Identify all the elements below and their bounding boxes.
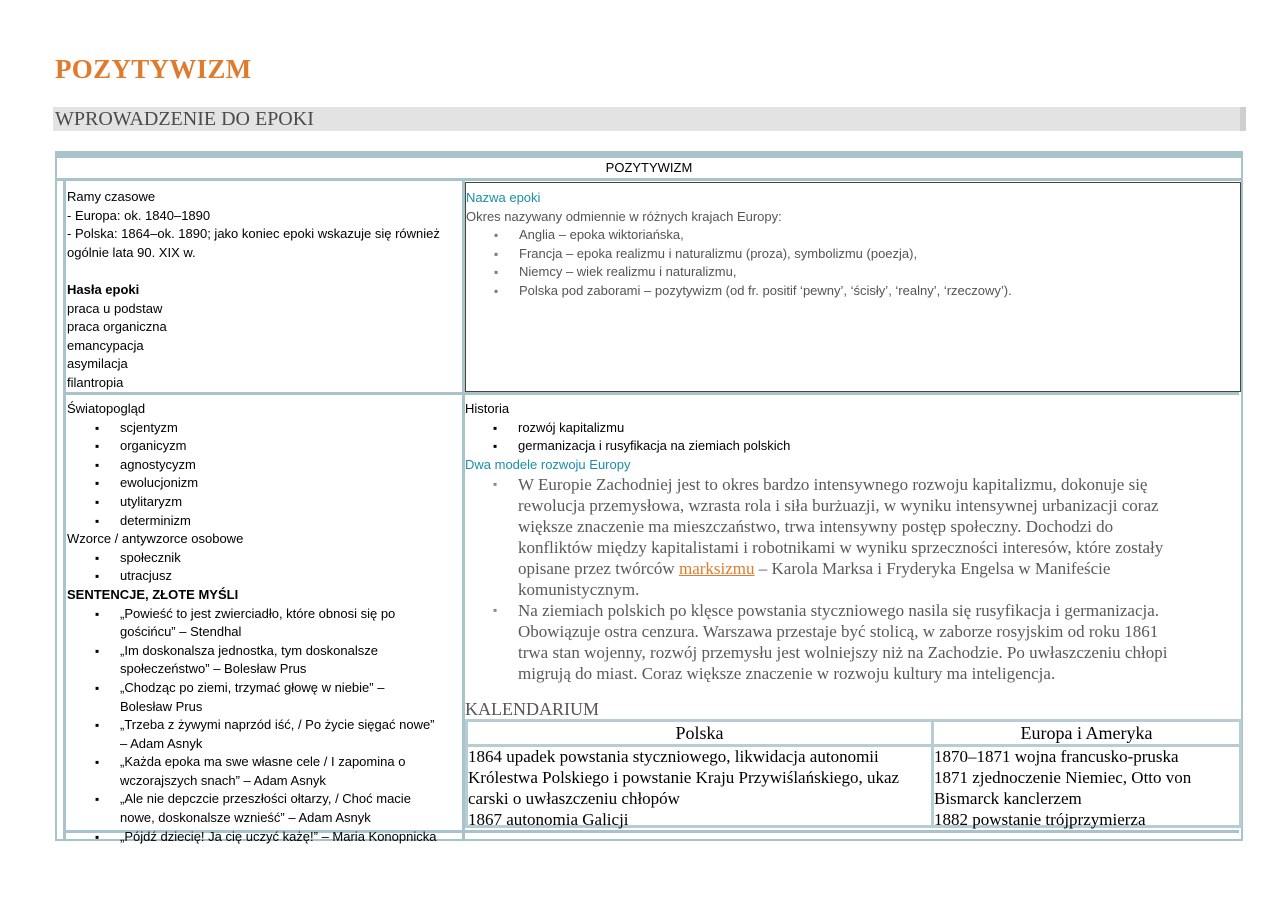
calendar-header-poland: Polska xyxy=(675,723,724,743)
slogan-item: praca organiczna xyxy=(67,319,167,335)
paragraph-line: – Karola Marksa i Fryderyka Engelsa w Manifeście xyxy=(754,559,1111,579)
quote-line: – Adam Asnyk xyxy=(120,735,203,751)
worldview-cell xyxy=(67,400,463,846)
epoch-name-intro: Okres nazywany odmiennie w różnych krajach Europy: xyxy=(466,208,782,224)
worldview-list xyxy=(67,419,463,531)
quote-item xyxy=(67,605,463,642)
epoch-name-box xyxy=(465,182,1241,392)
quote-line: „Powieść to jest zwierciadło, które obnosi się po xyxy=(120,605,396,621)
quote-item xyxy=(67,828,463,847)
time-frame-cell xyxy=(67,188,463,393)
table-header: POZYTYWIZM xyxy=(57,158,1241,181)
paragraph-line: migrują do miast. Coraz większe znaczenie w rozwoju kultury ma inteligencja. xyxy=(518,664,1056,684)
quote-line: „Chodząc po ziemi, trzymać głowę w niebie” – xyxy=(120,679,385,695)
quote-line: społeczeństwo” – Bolesław Prus xyxy=(120,661,307,677)
paragraph-line: komunistycznym. xyxy=(518,580,640,600)
list-item: ▪ utracjusz xyxy=(67,567,463,586)
list-item: ▪ determinizm xyxy=(67,512,463,531)
time-frame-line: - Polska: 1864–ok. 1890; jako koniec epoki wskazuje się również xyxy=(67,226,440,242)
history-list xyxy=(465,419,1241,456)
quote-item xyxy=(67,716,463,753)
list-item: ▪ rozwój kapitalizmu xyxy=(465,419,1241,438)
calendar-header-europe: Europa i Ameryka xyxy=(1020,723,1153,743)
calendar-title: KALENDARIUM xyxy=(465,699,599,719)
quote-item xyxy=(67,679,463,716)
event-line: 1870–1871 wojna francusko-pruska xyxy=(934,747,1179,766)
models-list xyxy=(465,474,1241,684)
quote-line: „Im doskonalsza jednostka, tym doskonalsze xyxy=(120,642,378,658)
event-line: Królestwa Polskiego i powstanie Kraju Przywiślańskiego, ukaz xyxy=(468,768,900,787)
list-item: ▪ Anglia – epoka wiktoriańska, xyxy=(466,226,1236,245)
paragraph-line: opisane przez twórców xyxy=(518,559,679,579)
section-title: WPROWADZENIE DO EPOKI xyxy=(55,108,314,130)
spacer xyxy=(67,262,463,281)
epoch-name-list xyxy=(466,226,1236,300)
role-models-list xyxy=(67,549,463,586)
model-west xyxy=(465,474,1241,600)
epoch-name-cell xyxy=(466,189,1236,301)
paragraph-line: konfliktów między kapitalistami i robotnikami w wyniku sprzeczności interesów, które zostały xyxy=(518,538,1164,558)
list-item: ▪ agnostycyzm xyxy=(67,456,463,475)
event-line: 1871 zjednoczenie Niemiec, Otto von xyxy=(934,768,1192,787)
epoch-table xyxy=(55,151,1243,844)
models-heading: Dwa modele rozwoju Europy xyxy=(465,456,631,472)
list-item: ▪ Francja – epoka realizmu i naturalizmu (proza), symbolizmu (poezja), xyxy=(466,245,1236,264)
quotes-list xyxy=(67,605,463,847)
quote-item xyxy=(67,753,463,790)
list-item: ▪ Polska pod zaborami – pozytywizm (od fr. positif ‘pewny’, ‘ścisły’, ‘realny’, ‘rzeczowy’). xyxy=(466,282,1236,301)
calendar-table xyxy=(465,719,1242,828)
list-item: ▪ scjentyzm xyxy=(67,419,463,438)
paragraph-line: większe znaczenie ma mieszczaństwo, trwa intensywny postęp społeczny. Dochodzi do xyxy=(518,517,1114,537)
slogan-item: praca u podstaw xyxy=(67,300,163,316)
paragraph-line: trwa stan wojenny, rozwój przemysłu jest wolniejszy niż na Zachodzie. Po uwłaszczeniu chłopi xyxy=(518,643,1168,663)
event-line: Bismarck kanclerzem xyxy=(934,789,1082,808)
quote-item xyxy=(67,642,463,679)
slogans-heading: Hasła epoki xyxy=(67,281,140,297)
paragraph-line: rewolucja przemysłowa, wzrasta rola i siła burżuazji, w wyniku intensywnej urbanizacji coraz xyxy=(518,496,1159,516)
slogan-item: emancypacja xyxy=(67,337,144,353)
page-title: POZYTYWIZM xyxy=(55,54,252,84)
event-line: 1867 autonomia Galicji xyxy=(468,810,629,829)
list-item: ▪ germanizacja i rusyfikacja na ziemiach polskich xyxy=(465,437,1241,456)
quote-item xyxy=(67,790,463,827)
time-frame-heading: Ramy czasowe xyxy=(67,189,156,204)
paragraph-line: Obowiązuje ostra cenzura. Warszawa przestaje być stolicą, w zaborze rosyjskim od roku 1861 xyxy=(518,622,1159,642)
calendar-poland-events xyxy=(468,746,931,830)
list-item: ▪ społecznik xyxy=(67,549,463,568)
epoch-name-heading: Nazwa epoki xyxy=(466,190,541,205)
section-heading-bar xyxy=(53,107,1246,131)
list-item: ▪ ewolucjonizm xyxy=(67,474,463,493)
history-cell xyxy=(465,400,1241,684)
quote-line: wczorajszych snach” – Adam Asnyk xyxy=(120,772,326,788)
worldview-heading: Światopogląd xyxy=(67,401,146,416)
quote-line: „Trzeba z żywymi naprzód iść, / Po życie sięgać nowe” xyxy=(120,717,435,733)
quote-line: „Ale nie depczcie przeszłości ołtarzy, / Choć macie xyxy=(120,791,411,807)
quote-line: „Pójdź dziecię! Ja cię uczyć każę!” – Maria Konopnicka xyxy=(120,828,437,844)
quotes-heading: SENTENCJE, ZŁOTE MYŚLI xyxy=(67,586,239,602)
model-poland xyxy=(465,600,1241,684)
list-item: ▪ Niemcy – wiek realizmu i naturalizmu, xyxy=(466,263,1236,282)
slogan-item: filantropia xyxy=(67,374,124,390)
role-models-heading: Wzorce / antywzorce osobowe xyxy=(67,531,244,547)
event-line: 1864 upadek powstania styczniowego, likwidacja autonomii xyxy=(468,747,879,766)
time-frame-line: ogólnie lata 90. XIX w. xyxy=(67,244,196,260)
event-line: 1882 powstanie trójprzymierza xyxy=(934,810,1146,829)
list-item: ▪ organicyzm xyxy=(67,437,463,456)
quote-line: gościńcu” – Stendhal xyxy=(120,624,242,640)
left-inner-border xyxy=(63,181,66,841)
calendar-europe-events xyxy=(934,746,1239,830)
quote-line: Bolesław Prus xyxy=(120,698,203,714)
slogan-item: asymilacja xyxy=(67,356,128,372)
history-heading: Historia xyxy=(465,401,510,416)
event-line: carski o uwłaszczeniu chłopów xyxy=(468,789,680,808)
quote-line: nowe, doskonalsze wznieść” – Adam Asnyk xyxy=(120,810,371,826)
list-item: ▪ utylitaryzm xyxy=(67,493,463,512)
time-frame-line: - Europa: ok. 1840–1890 xyxy=(67,207,211,223)
paragraph-line: W Europie Zachodniej jest to okres bardzo intensywnego rozwoju kapitalizmu, dokonuje się xyxy=(518,475,1148,495)
paragraph-line: Na ziemiach polskich po klęsce powstania styczniowego nasila się rusyfikacja i germanizacja. xyxy=(518,601,1160,621)
quote-line: „Każda epoka ma swe własne cele / I zapomina o xyxy=(120,754,406,770)
marksizm-link[interactable]: marksizmu xyxy=(678,559,755,579)
